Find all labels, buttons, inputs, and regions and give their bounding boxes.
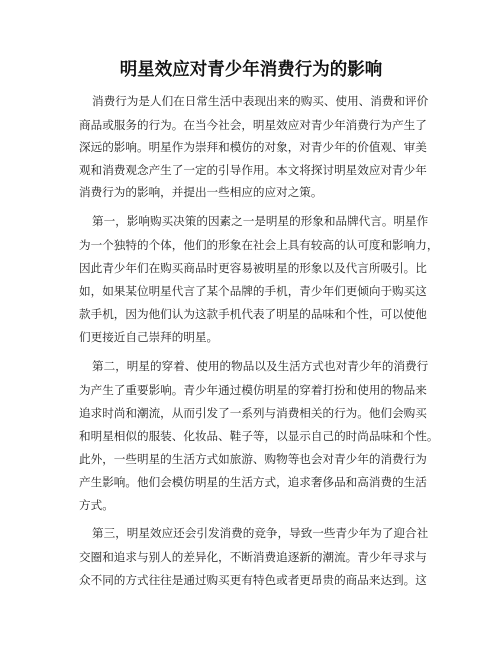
paragraph-line: 们更接近自己崇拜的明星。: [79, 330, 219, 344]
paragraph-line: 因此青少年们在购买商品时更容易被明星的形象以及代言所吸引。比: [79, 261, 427, 275]
paragraph-line: 第二，明星的穿着、使用的物品以及生活方式也对青少年的消费行: [92, 359, 429, 373]
paragraph-line: 深远的影响。明星作为崇拜和模仿的对象，对青少年的价值观、审美: [79, 140, 427, 154]
paragraph-line: 追求时尚和潮流，从而引发了一系列与消费相关的行为。他们会购买: [79, 406, 427, 420]
paragraph-line: 此外，一些明星的生活方式如旅游、购物等也会对青少年的消费行为: [79, 452, 427, 466]
paragraph-line: 消费行为是人们在日常生活中表现出来的购买、使用、消费和评价: [92, 94, 429, 108]
paragraph-line: 第三，明星效应还会引发消费的竞争，导致一些青少年为了迎合社: [92, 526, 429, 540]
paragraph-line: 如，如果某位明星代言了某个品牌的手机，青少年们更倾向于购买这: [79, 284, 427, 298]
paragraph-line: 方式。: [79, 498, 114, 512]
paragraph-line: 产生影响。他们会模仿明星的生活方式，追求奢侈品和高消费的生活: [79, 475, 427, 489]
paragraph-line: 和明星相似的服装、化妆品、鞋子等，以显示自己的时尚品味和个性。: [79, 429, 439, 443]
paragraph-line: 商品或服务的行为。在当今社会，明星效应对青少年消费行为产生了: [79, 118, 427, 132]
paragraph-line: 第一，影响购买决策的因素之一是明星的形象和品牌代言。明星作: [92, 214, 429, 228]
document-title: 明星效应对青少年消费行为的影响: [119, 60, 383, 80]
paragraph-line: 观和消费观念产生了一定的引导作用。本文将探讨明星效应对青少年: [79, 163, 427, 177]
paragraph-line: 众不同的方式往往是通过购买更有特色或者更昂贵的商品来达到。这: [79, 573, 427, 587]
paragraph-line: 为产生了重要影响。青少年通过模仿明星的穿着打扮和使用的物品来: [79, 383, 427, 397]
paragraph-line: 款手机，因为他们认为这款手机代表了明星的品味和个性，可以使他: [79, 307, 427, 321]
paragraph-line: 消费行为的影响，并提出一些相应的应对之策。: [79, 185, 323, 199]
paragraph-line: 为一个独特的个体，他们的形象在社会上具有较高的认可度和影响力，: [79, 238, 439, 252]
paragraph-line: 交圈和追求与别人的差异化，不断消费追逐新的潮流。青少年寻求与: [79, 550, 427, 564]
